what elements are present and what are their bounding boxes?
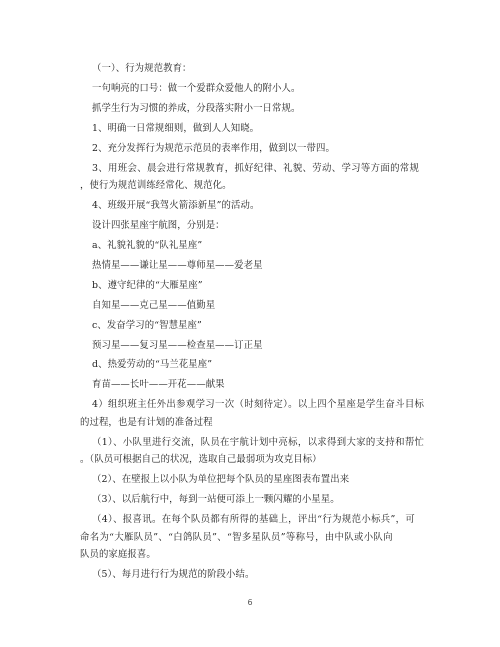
item-3: 3、用班会、晨会进行常规教育，抓好纪律、礼貌、劳动、学习等方面的常规 <box>92 162 420 174</box>
design-intro: 设计四张星座宇航图，分别是： <box>92 219 225 231</box>
substep-3: （3）、以后航行中，每到一站便可添上一颗闪耀的小星星。 <box>92 494 340 506</box>
item-4: 4、班级开展“我驾火箭添新星”的活动。 <box>92 200 260 212</box>
constellation-b-stars: 自知星——克己星——值勤星 <box>92 299 216 311</box>
constellation-d: d、热爱劳动的“马兰花星座” <box>92 359 213 371</box>
substep-4-end: 队员的家庭报喜。 <box>80 549 156 561</box>
constellation-d-stars: 育苗——长叶——开花——献果 <box>92 379 225 391</box>
item-1: 1、明确一日常规细则，做到人人知晓。 <box>92 122 260 134</box>
step-4-continued: 的过程，也是有计划的准备过程 <box>80 416 213 428</box>
substep-5: （5）、每月进行行为规范的阶段小结。 <box>92 569 255 580</box>
page-number: 6 <box>247 598 253 607</box>
constellation-b: b、遵守纪律的“大雁星座” <box>92 279 203 291</box>
constellation-a: a、礼貌礼貌的“队礼星座” <box>92 239 203 251</box>
constellation-c: c、发奋学习的“智慧星座” <box>92 319 202 331</box>
constellation-c-stars: 预习星——复习星——检查星——订正星 <box>92 339 263 351</box>
slogan-line: 一句响亮的口号：做一个爱群众爱他人的附小人。 <box>92 82 301 94</box>
substep-1-continued: 。（队员可根据自己的状况，选取自己最弱项为攻克目标） <box>80 454 322 466</box>
item-3-continued: ，使行为规范训练经常化、规范化。 <box>80 180 232 192</box>
substep-1: （1）、小队里进行交流，队员在宇航计划中亮标，以求得到大家的支持和帮忙 <box>92 436 425 448</box>
substep-2: （2）、在壁报上以小队为单位把每个队员的星座图表布置出来 <box>92 474 350 486</box>
section-heading: （一）、行为规范教育： <box>92 62 192 74</box>
substep-4-continued: 命名为“大雁队员”、“白鸽队员”、“智多星队员”等称号，由中队或小队向 <box>80 531 393 543</box>
constellation-a-stars: 热情星——谦让星——尊师星——爱老星 <box>92 259 263 271</box>
item-2: 2、充分发挥行为规范示范员的表率作用，做到以一带四。 <box>92 142 335 154</box>
substep-4: （4）、报喜讯。在每个队员都有所得的基础上，评出“行为规范小标兵”，可 <box>92 514 416 526</box>
step-4-line: 4）组织班主任外出参观学习一次（时刻待定）。以上四个星座是学生奋斗目标 <box>92 399 425 411</box>
intro-line: 抓学生行为习惯的养成，分段落实附小一日常规。 <box>92 102 301 114</box>
